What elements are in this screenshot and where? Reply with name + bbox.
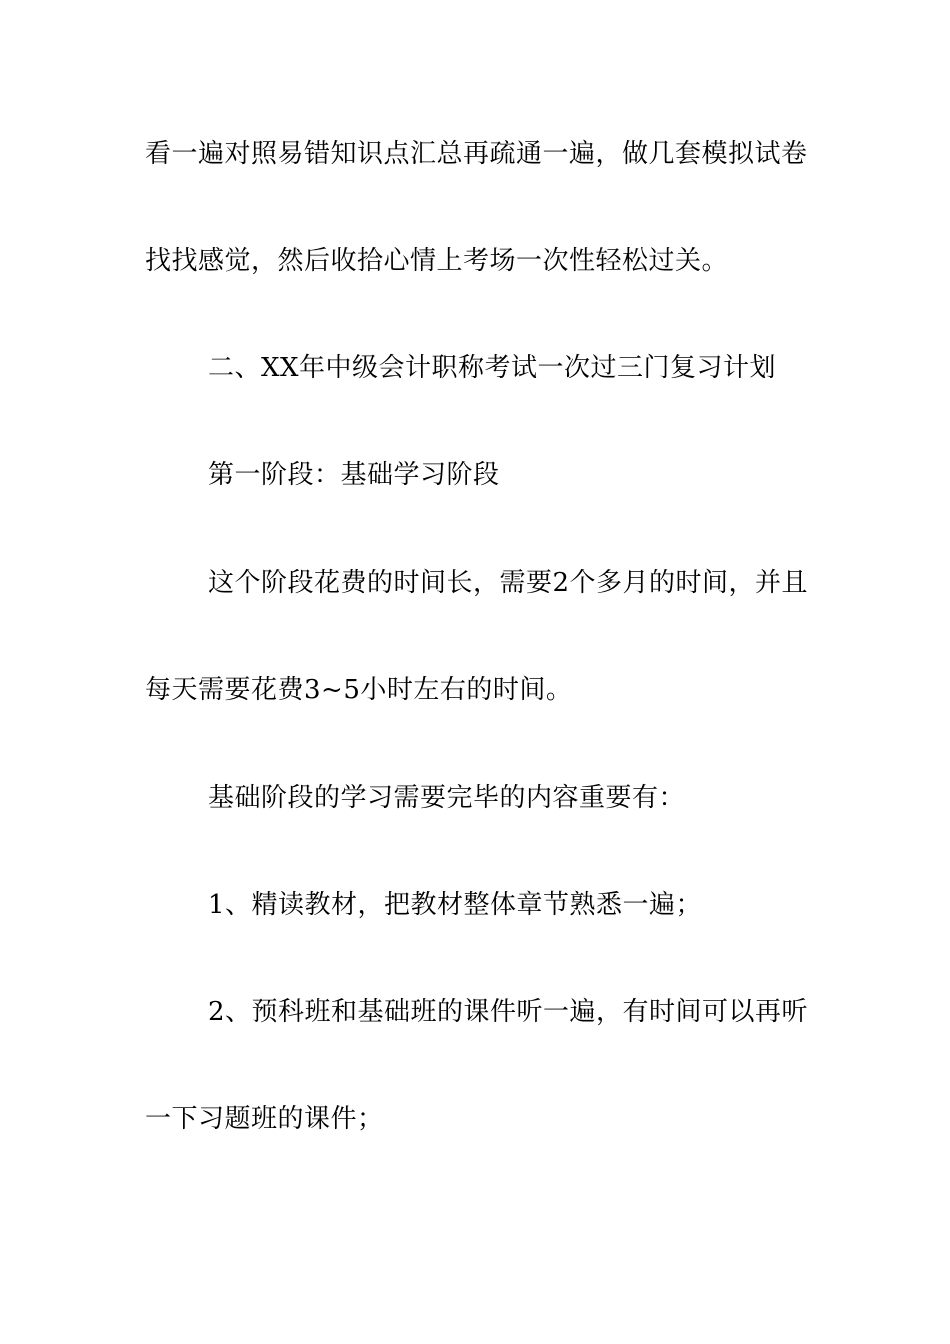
paragraph-line: 每天需要花费3~5小时左右的时间。 <box>145 675 573 705</box>
list-item-continuation: 一下习题班的课件； <box>145 1104 384 1134</box>
paragraph-line: 基础阶段的学习需要完毕的内容重要有： <box>208 783 686 813</box>
list-item: 1、精读教材，把教材整体章节熟悉一遍； <box>208 890 703 920</box>
list-item: 2、预科班和基础班的课件听一遍，有时间可以再听 <box>208 997 809 1027</box>
section-heading: 二、XX年中级会计职称考试一次过三门复习计划 <box>208 353 777 383</box>
stage-heading: 第一阶段：基础学习阶段 <box>208 460 500 490</box>
paragraph-line: 这个阶段花费的时间长，需要2个多月的时间，并且 <box>208 568 809 598</box>
paragraph-line: 看一遍对照易错知识点汇总再疏通一遍，做几套模拟试卷 <box>145 139 808 169</box>
paragraph-line: 找找感觉，然后收拾心情上考场一次性轻松过关。 <box>145 246 729 276</box>
